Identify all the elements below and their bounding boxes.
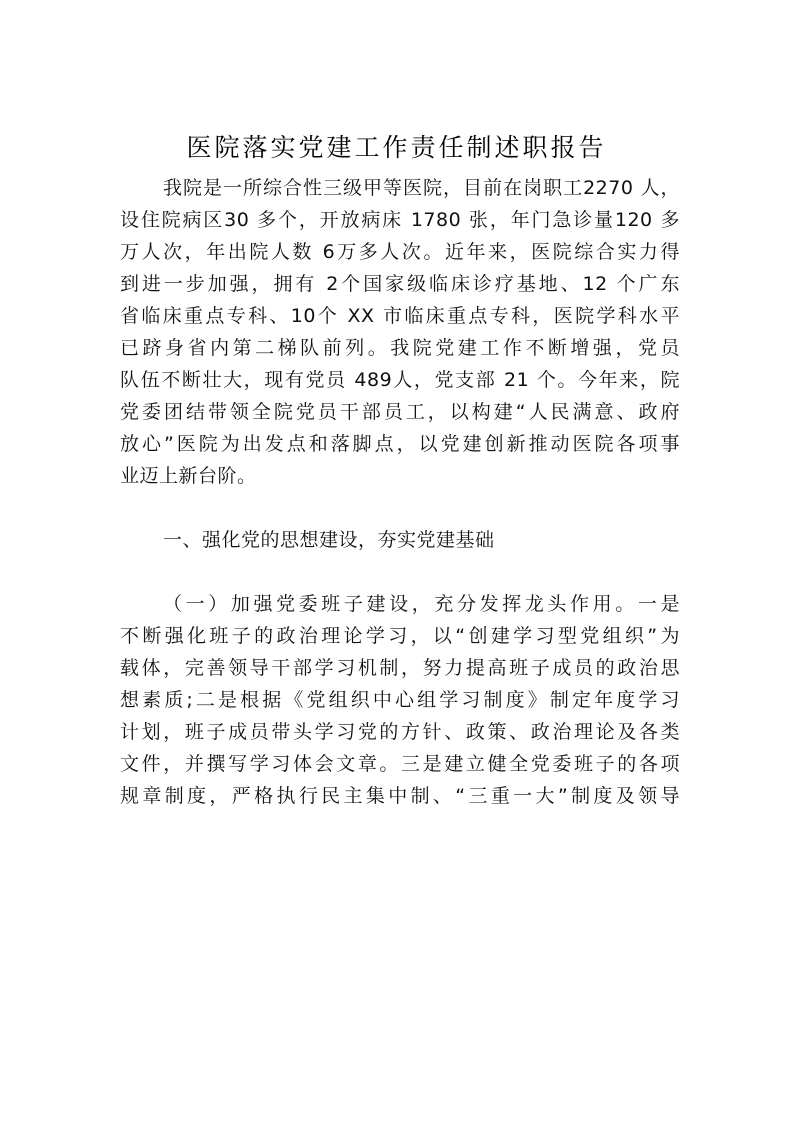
section-paragraph-line: 文件，并撰写学习体会文章。三是建立健全党委班子的各项: [120, 753, 680, 775]
intro-paragraph-line: 我院是一所综合性三级甲等医院，目前在岗职工2270 人，: [163, 177, 680, 199]
section-paragraph-line: 不断强化班子的政治理论学习，以“创建学习型党组织”为: [120, 625, 680, 647]
intro-paragraph-line: 党委团结带领全院党员干部员工，以构建“人民满意、政府: [120, 401, 680, 423]
intro-paragraph-line: 队伍不断壮大，现有党员 489人，党支部 21 个。今年来，院: [120, 369, 680, 391]
section-paragraph-line: 计划，班子成员带头学习党的方针、政策、政治理论及各类: [120, 721, 680, 743]
intro-paragraph-line: 设住院病区30 多个，开放病床 1780 张，年门急诊量120 多: [120, 209, 680, 231]
intro-paragraph-line: 已跻身省内第二梯队前列。我院党建工作不断增强，党员: [120, 337, 680, 359]
section-paragraph-line: 想素质;二是根据《党组织中心组学习制度》制定年度学习: [120, 689, 680, 711]
intro-paragraph-line: 到进一步加强，拥有 2个国家级临床诊疗基地、12 个广东: [120, 273, 680, 295]
intro-paragraph-line: 放心”医院为出发点和落脚点，以党建创新推动医院各项事: [120, 433, 680, 455]
section-heading: 一、强化党的思想建设，夯实党建基础: [163, 529, 495, 551]
intro-paragraph-line: 万人次，年出院人数 6万多人次。近年来，医院综合实力得: [120, 241, 680, 263]
section-paragraph-line: （一）加强党委班子建设，充分发挥龙头作用。一是: [163, 593, 680, 615]
document-title: 医院落实党建工作责任制述职报告: [186, 133, 607, 162]
intro-paragraph-line: 业迈上新台阶。: [120, 465, 257, 487]
intro-paragraph-line: 省临床重点专科、10个 XX 市临床重点专科，医院学科水平: [120, 305, 680, 327]
section-paragraph-line: 规章制度，严格执行民主集中制、“三重一大”制度及领导: [120, 785, 680, 807]
section-paragraph-line: 载体，完善领导干部学习机制，努力提高班子成员的政治思: [120, 657, 680, 679]
